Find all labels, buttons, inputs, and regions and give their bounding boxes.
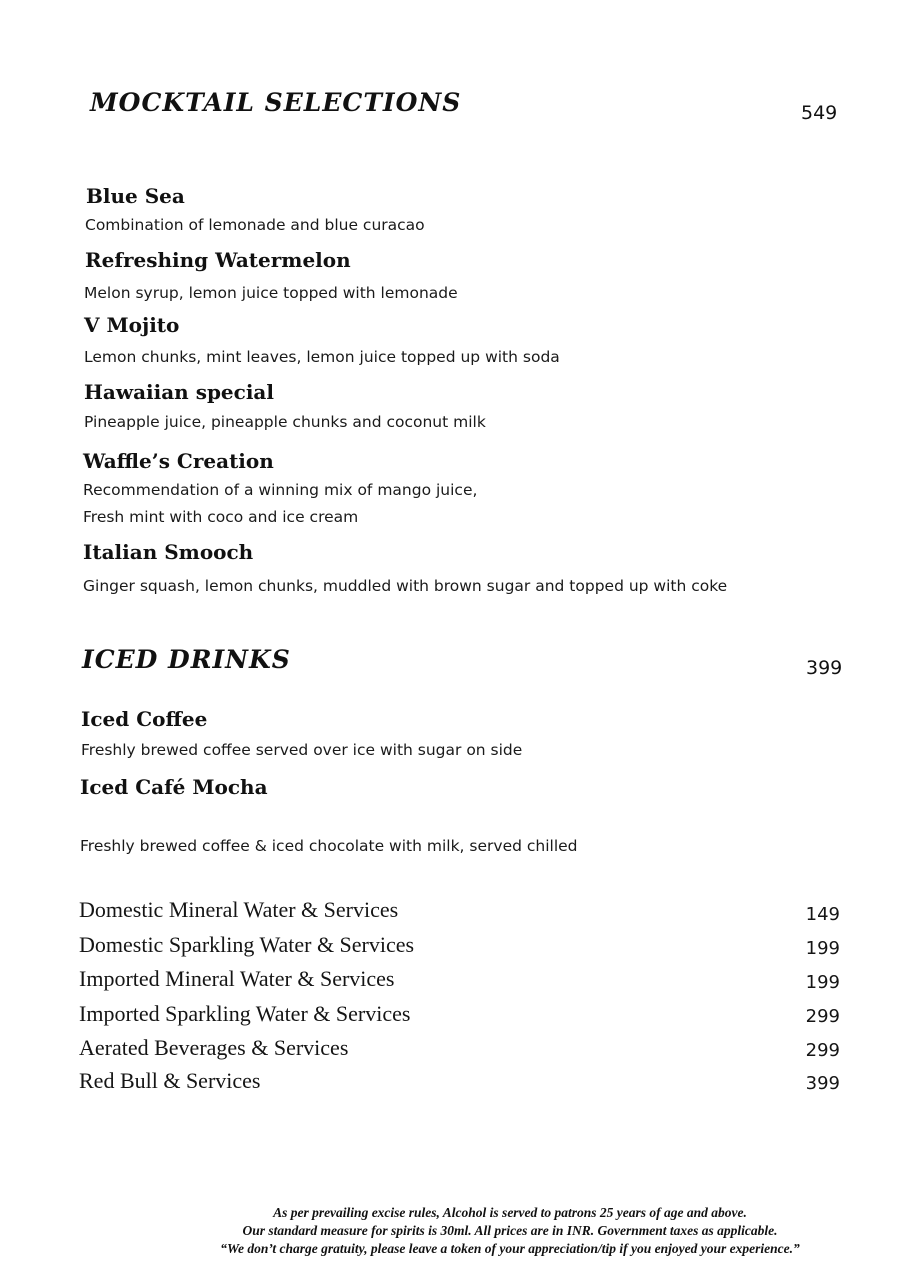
beverage-name: Domestic Mineral Water & Services — [79, 897, 399, 922]
mocktail-item-name: Refreshing Watermelon — [85, 248, 351, 272]
iced-item-desc: Freshly brewed coffee & iced chocolate with milk, served chilled — [80, 837, 578, 855]
beverage-price: 149 — [805, 904, 840, 925]
mocktail-item-name: Waffle’s Creation — [83, 449, 274, 473]
mocktail-item-desc: Lemon chunks, mint leaves, lemon juice topped up with soda — [84, 348, 560, 366]
mocktail-section-price: 549 — [801, 102, 838, 124]
beverage-name: Aerated Beverages & Services — [79, 1035, 349, 1060]
mocktail-item-desc: Ginger squash, lemon chunks, muddled with brown sugar and topped up with coke — [83, 577, 728, 595]
beverage-price: 199 — [805, 938, 840, 959]
beverage-name: Domestic Sparkling Water & Services — [79, 932, 415, 957]
footer-gratuity-line: “We don’t charge gratuity, please leave a token of your appreciation/tip if you enjoyed your experience.” — [220, 1241, 800, 1256]
mocktail-item-desc: Recommendation of a winning mix of mango juice, Fresh mint with coco and ice cream — [83, 481, 478, 526]
beverage-name: Red Bull & Services — [79, 1068, 261, 1093]
beverage-name: Imported Sparkling Water & Services — [79, 1001, 411, 1026]
footer-excise-line: As per prevailing excise rules, Alcohol is served to patrons 25 years of age and above. — [273, 1205, 747, 1220]
beverage-name: Imported Mineral Water & Services — [79, 966, 395, 991]
footer-measure-line: Our standard measure for spirits is 30ml. All prices are in INR. Government taxes as applicable. — [242, 1223, 778, 1238]
footer-notice — [120, 1204, 900, 1258]
iced-item-name: Iced Café Mocha — [80, 775, 268, 799]
beverage-price: 199 — [805, 972, 840, 993]
mocktail-item-name: V Mojito — [84, 313, 180, 337]
beverage-price: 399 — [805, 1073, 840, 1094]
mocktail-item-name: Hawaiian special — [84, 380, 274, 404]
mocktail-item-name: Blue Sea — [86, 184, 185, 208]
mocktail-item-desc: Combination of lemonade and blue curacao — [85, 216, 425, 234]
mocktail-item-name: Italian Smooch — [83, 540, 254, 564]
iced-section-price: 399 — [806, 657, 843, 679]
mocktail-section-title: MOCKTAIL SELECTIONS — [90, 88, 462, 117]
mocktail-item-desc: Melon syrup, lemon juice topped with lemonade — [84, 284, 458, 302]
iced-item-desc: Freshly brewed coffee served over ice with sugar on side — [81, 741, 523, 759]
beverage-price: 299 — [805, 1006, 840, 1027]
beverage-price: 299 — [805, 1040, 840, 1061]
iced-item-name: Iced Coffee — [81, 707, 208, 731]
mocktail-item-desc: Pineapple juice, pineapple chunks and coconut milk — [84, 413, 486, 431]
iced-section-title: ICED DRINKS — [82, 645, 291, 674]
